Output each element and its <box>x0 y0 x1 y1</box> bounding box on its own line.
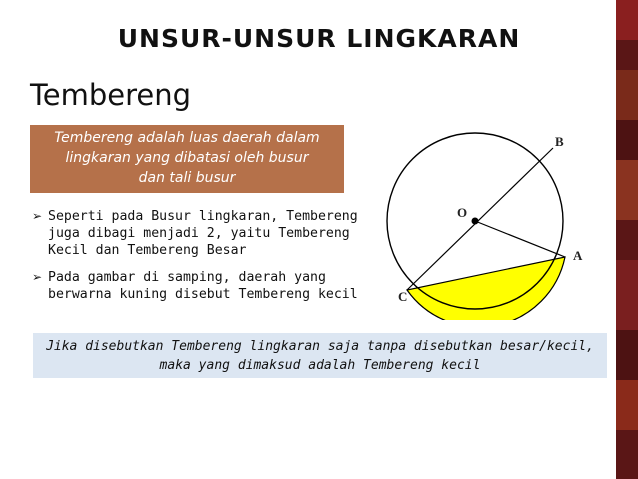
label-c: C <box>398 289 408 304</box>
center-point <box>472 218 479 225</box>
definition-line: Tembereng adalah luas daerah dalam <box>54 130 320 146</box>
circle-diagram <box>385 120 605 320</box>
definition-line: lingkaran yang dibatasi oleh busur <box>65 150 309 166</box>
bullet-line: Kecil dan Tembereng Besar <box>48 243 247 258</box>
label-o: O <box>457 205 468 220</box>
arrow-bullet-icon: ➢ <box>32 270 43 284</box>
arrow-bullet-icon: ➢ <box>32 209 43 223</box>
decorative-sidebar <box>616 0 638 479</box>
note-box <box>33 333 607 378</box>
section-subtitle: Tembereng <box>30 78 192 112</box>
bullet-list <box>32 208 380 313</box>
circle-figure <box>385 120 605 324</box>
radius-oa <box>475 221 565 257</box>
bullet-line: juga dibagi menjadi 2, yaitu Tembereng <box>48 226 350 241</box>
page-title: UNSUR-UNSUR LINGKARAN <box>117 24 521 53</box>
note-line: maka yang dimaksud adalah Tembereng kecil <box>159 358 481 373</box>
bullet-line: Pada gambar di samping, daerah yang <box>48 270 326 285</box>
label-a: A <box>573 248 583 263</box>
bullet-line: berwarna kuning disebut Tembereng kecil <box>48 287 358 302</box>
bullet-item <box>32 208 380 259</box>
definition-line: dan tali busur <box>138 170 236 186</box>
definition-box <box>30 125 344 193</box>
note-line: Jika disebutkan Tembereng lingkaran saja tanpa disebutkan besar/kecil, <box>46 339 594 354</box>
bullet-line: Seperti pada Busur lingkaran, Tembereng <box>48 209 358 224</box>
bullet-item <box>32 269 380 303</box>
label-b: B <box>555 134 564 149</box>
